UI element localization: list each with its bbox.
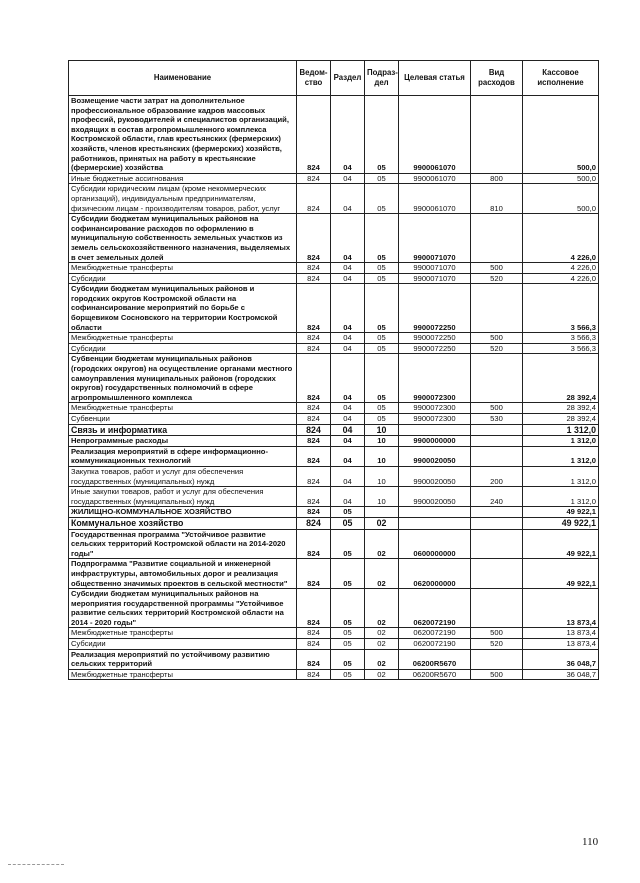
cell-vedom: 824: [297, 96, 331, 174]
cell-vid: [471, 559, 523, 589]
cell-vedom: 824: [297, 446, 331, 466]
cell-vedom: 824: [297, 649, 331, 669]
cell-vedom: 824: [297, 173, 331, 184]
header-kass: Кассовое исполнение: [523, 61, 599, 96]
cell-name: Государственная программа "Устойчивое развитие сельских территорий Костромской области на 2014-2020 годы": [69, 529, 297, 559]
cell-vedom: 824: [297, 263, 331, 274]
header-cel: Целевая статья: [399, 61, 471, 96]
cell-podrazdel: 02: [365, 589, 399, 628]
cell-podrazdel: [365, 507, 399, 518]
cell-razdel: 04: [331, 263, 365, 274]
cell-vid: 500: [471, 669, 523, 680]
cell-podrazdel: 05: [365, 333, 399, 344]
cell-razdel: 04: [331, 173, 365, 184]
cell-name: Иные закупки товаров, работ и услуг для обеспечения государственных (муниципальных) нужд: [69, 487, 297, 507]
cell-cel: 06200R5670: [399, 649, 471, 669]
cell-vid: 520: [471, 273, 523, 284]
cell-name: Подпрограмма "Развитие социальной и инженерной инфраструктуры, автомобильных дорог и реализация общественно значимых проектов в сельской местности": [69, 559, 297, 589]
cell-vid: 500: [471, 333, 523, 344]
cell-razdel: 04: [331, 466, 365, 486]
cell-name: Субвенции: [69, 414, 297, 425]
cell-cel: 9900072300: [399, 354, 471, 403]
cell-podrazdel: 02: [365, 628, 399, 639]
header-podrazdel: Подраз-дел: [365, 61, 399, 96]
cell-podrazdel: 10: [365, 424, 399, 436]
cell-podrazdel: 05: [365, 354, 399, 403]
cell-vid: 200: [471, 466, 523, 486]
cell-kass: 500,0: [523, 96, 599, 174]
header-razdel: Раздел: [331, 61, 365, 96]
header-name: Наименование: [69, 61, 297, 96]
cell-vedom: 824: [297, 184, 331, 214]
cell-vid: 520: [471, 639, 523, 650]
cell-razdel: 04: [331, 487, 365, 507]
cell-vid: 500: [471, 628, 523, 639]
cell-kass: 500,0: [523, 184, 599, 214]
cell-name: Межбюджетные трансферты: [69, 403, 297, 414]
table-row: [69, 173, 599, 184]
cell-kass: 1 312,0: [523, 424, 599, 436]
cell-vid: [471, 284, 523, 333]
cell-podrazdel: 02: [365, 517, 399, 529]
cell-vedom: 824: [297, 466, 331, 486]
cell-podrazdel: 02: [365, 639, 399, 650]
table-row: [69, 354, 599, 403]
cell-vid: [471, 517, 523, 529]
table-row: [69, 273, 599, 284]
cell-podrazdel: 05: [365, 263, 399, 274]
cell-vedom: 824: [297, 507, 331, 518]
cell-podrazdel: 05: [365, 414, 399, 425]
cell-vedom: 824: [297, 436, 331, 447]
cell-razdel: 05: [331, 507, 365, 518]
cell-vedom: 824: [297, 639, 331, 650]
cell-razdel: 04: [331, 273, 365, 284]
cell-cel: 9900072300: [399, 403, 471, 414]
cell-vedom: 824: [297, 628, 331, 639]
cell-cel: [399, 424, 471, 436]
table-row: [69, 343, 599, 354]
cell-razdel: 05: [331, 559, 365, 589]
table-header-row: [69, 61, 599, 96]
cell-razdel: 05: [331, 628, 365, 639]
cell-name: Субсидии бюджетам муниципальных районов на софинансирование расходов по оформлению в муниципальную собственность земельных участков из земель сельскохозяйственного назначения, выделяемых в счет земельных долей: [69, 214, 297, 263]
cell-podrazdel: 05: [365, 184, 399, 214]
cell-vid: 800: [471, 173, 523, 184]
cell-cel: 9900000000: [399, 436, 471, 447]
cell-razdel: 04: [331, 214, 365, 263]
table-row: [69, 284, 599, 333]
cell-name: Субсидии бюджетам муниципальных районов и городских округов Костромской области на софинансирование мероприятий по борьбе с борщевиком Сосновского на территории Костромской области: [69, 284, 297, 333]
cell-name: Реализация мероприятий в сфере информационно-коммуникационных технологий: [69, 446, 297, 466]
cell-podrazdel: 02: [365, 529, 399, 559]
cell-cel: 9900072250: [399, 343, 471, 354]
cell-vid: [471, 354, 523, 403]
cell-razdel: 05: [331, 529, 365, 559]
cell-name: Субсидии: [69, 343, 297, 354]
cell-cel: 9900061070: [399, 184, 471, 214]
cell-cel: 0620072190: [399, 589, 471, 628]
table-row: [69, 436, 599, 447]
cell-vid: [471, 436, 523, 447]
table-row: [69, 466, 599, 486]
cell-kass: 28 392,4: [523, 414, 599, 425]
cell-cel: 9900071070: [399, 273, 471, 284]
cell-razdel: 04: [331, 333, 365, 344]
cell-kass: 1 312,0: [523, 487, 599, 507]
cell-kass: 1 312,0: [523, 436, 599, 447]
cell-podrazdel: 05: [365, 284, 399, 333]
table-row: [69, 559, 599, 589]
cell-vid: [471, 507, 523, 518]
budget-table: [68, 60, 599, 680]
cell-kass: 49 922,1: [523, 507, 599, 518]
cell-razdel: 04: [331, 446, 365, 466]
cell-kass: 28 392,4: [523, 403, 599, 414]
cell-razdel: 04: [331, 343, 365, 354]
cell-podrazdel: 05: [365, 343, 399, 354]
cell-razdel: 04: [331, 284, 365, 333]
cell-razdel: 04: [331, 184, 365, 214]
cell-cel: [399, 517, 471, 529]
table-row: [69, 639, 599, 650]
cell-cel: 0620072190: [399, 639, 471, 650]
cell-cel: 0620072190: [399, 628, 471, 639]
cell-vid: [471, 649, 523, 669]
cell-kass: 3 566,3: [523, 343, 599, 354]
table-row: [69, 649, 599, 669]
cell-name: Межбюджетные трансферты: [69, 669, 297, 680]
cell-cel: [399, 507, 471, 518]
cell-name: Субсидии бюджетам муниципальных районов на мероприятия государственной программы "Устойчивое развитие сельских территорий Костромской области на 2014 - 2020 годы": [69, 589, 297, 628]
cell-vid: [471, 214, 523, 263]
cell-vid: 240: [471, 487, 523, 507]
cell-name: Реализация мероприятий по устойчивому развитию сельских территорий: [69, 649, 297, 669]
cell-vedom: 824: [297, 214, 331, 263]
cell-cel: 06200R5670: [399, 669, 471, 680]
cell-razdel: 05: [331, 589, 365, 628]
cell-vid: 810: [471, 184, 523, 214]
cell-name: Субвенции бюджетам муниципальных районов (городских округов) на осуществление органами местного самоуправления муниципальных районов (городских округов) государственных полномочий в сфере агропромышленного комплекса: [69, 354, 297, 403]
cell-razdel: 04: [331, 424, 365, 436]
cell-vid: 530: [471, 414, 523, 425]
cell-kass: 13 873,4: [523, 589, 599, 628]
table-row: [69, 487, 599, 507]
table-row: [69, 669, 599, 680]
cell-cel: 9900072250: [399, 333, 471, 344]
cell-vid: [471, 446, 523, 466]
cell-vedom: 824: [297, 669, 331, 680]
cell-cel: 9900020050: [399, 466, 471, 486]
cell-kass: 1 312,0: [523, 446, 599, 466]
cell-kass: 4 226,0: [523, 263, 599, 274]
table-row: [69, 403, 599, 414]
cell-kass: 3 566,3: [523, 333, 599, 344]
cell-vedom: 824: [297, 424, 331, 436]
cell-name: Субсидии: [69, 639, 297, 650]
header-vedom: Ведом-ство: [297, 61, 331, 96]
cell-vedom: 824: [297, 354, 331, 403]
cell-vedom: 824: [297, 273, 331, 284]
cell-vedom: 824: [297, 529, 331, 559]
cell-vedom: 824: [297, 403, 331, 414]
cell-cel: 9900020050: [399, 487, 471, 507]
cell-kass: 13 873,4: [523, 628, 599, 639]
cell-cel: 0620000000: [399, 559, 471, 589]
cell-vedom: 824: [297, 559, 331, 589]
cell-vid: [471, 96, 523, 174]
cell-name: Закупка товаров, работ и услуг для обеспечения государственных (муниципальных) нужд: [69, 466, 297, 486]
page-number: 110: [582, 836, 599, 848]
cell-podrazdel: 10: [365, 466, 399, 486]
cell-razdel: 05: [331, 649, 365, 669]
cell-name: Иные бюджетные ассигнования: [69, 173, 297, 184]
cell-vedom: 824: [297, 343, 331, 354]
cell-cel: 9900071070: [399, 214, 471, 263]
cell-cel: 9900072300: [399, 414, 471, 425]
cell-razdel: 05: [331, 517, 365, 529]
table-row: [69, 333, 599, 344]
table-row: [69, 446, 599, 466]
cell-kass: 3 566,3: [523, 284, 599, 333]
cell-kass: 13 873,4: [523, 639, 599, 650]
cell-cel: 9900072250: [399, 284, 471, 333]
table-row: [69, 589, 599, 628]
cell-kass: 1 312,0: [523, 466, 599, 486]
cell-kass: 36 048,7: [523, 649, 599, 669]
cell-razdel: 04: [331, 354, 365, 403]
cell-vedom: 824: [297, 284, 331, 333]
table-row: [69, 184, 599, 214]
cell-kass: 49 922,1: [523, 529, 599, 559]
cell-vid: [471, 589, 523, 628]
cell-kass: 49 922,1: [523, 559, 599, 589]
footer-divider: [8, 864, 64, 865]
cell-vid: 500: [471, 263, 523, 274]
cell-name: Связь и информатика: [69, 424, 297, 436]
cell-razdel: 04: [331, 403, 365, 414]
cell-name: ЖИЛИЩНО-КОММУНАЛЬНОЕ ХОЗЯЙСТВО: [69, 507, 297, 518]
cell-name: Коммунальное хозяйство: [69, 517, 297, 529]
cell-vid: 520: [471, 343, 523, 354]
table-row: [69, 96, 599, 174]
cell-cel: 0600000000: [399, 529, 471, 559]
table-row: [69, 517, 599, 529]
cell-razdel: 04: [331, 414, 365, 425]
cell-kass: 36 048,7: [523, 669, 599, 680]
table-row: [69, 529, 599, 559]
cell-kass: 500,0: [523, 173, 599, 184]
cell-vedom: 824: [297, 517, 331, 529]
cell-podrazdel: 10: [365, 487, 399, 507]
cell-name: Межбюджетные трансферты: [69, 263, 297, 274]
cell-podrazdel: 05: [365, 173, 399, 184]
cell-name: Субсидии: [69, 273, 297, 284]
cell-cel: 9900020050: [399, 446, 471, 466]
cell-razdel: 05: [331, 639, 365, 650]
cell-name: Непрограммные расходы: [69, 436, 297, 447]
cell-cel: 9900071070: [399, 263, 471, 274]
cell-name: Возмещение части затрат на дополнительное профессиональное образование кадров массовых профессий, руководителей и специалистов организаций, входящих в состав агропромышленного комплекса Костромской области, глав крестьянских (фермерских) хозяйств, членов крестьянских (фермерских) хозяйств, работников, принятых на работу в крестьянские (фермерские) хозяйства: [69, 96, 297, 174]
table-row: [69, 263, 599, 274]
cell-kass: 4 226,0: [523, 214, 599, 263]
cell-razdel: 05: [331, 669, 365, 680]
cell-vedom: 824: [297, 414, 331, 425]
cell-podrazdel: 02: [365, 669, 399, 680]
cell-name: Межбюджетные трансферты: [69, 333, 297, 344]
cell-kass: 4 226,0: [523, 273, 599, 284]
cell-name: Субсидии юридическим лицам (кроме некоммерческих организаций), индивидуальным предпринимателям, физическим лицам - производителям товаров, работ, услуг: [69, 184, 297, 214]
cell-cel: 9900061070: [399, 173, 471, 184]
cell-podrazdel: 10: [365, 436, 399, 447]
cell-vid: 500: [471, 403, 523, 414]
cell-vid: [471, 424, 523, 436]
cell-name: Межбюджетные трансферты: [69, 628, 297, 639]
cell-kass: 28 392,4: [523, 354, 599, 403]
table-row: [69, 628, 599, 639]
cell-podrazdel: 05: [365, 96, 399, 174]
cell-podrazdel: 02: [365, 649, 399, 669]
cell-podrazdel: 05: [365, 214, 399, 263]
cell-vedom: 824: [297, 589, 331, 628]
cell-kass: 49 922,1: [523, 517, 599, 529]
table-row: [69, 214, 599, 263]
cell-podrazdel: 05: [365, 403, 399, 414]
cell-podrazdel: 05: [365, 273, 399, 284]
table-row: [69, 414, 599, 425]
cell-vedom: 824: [297, 333, 331, 344]
cell-razdel: 04: [331, 436, 365, 447]
cell-cel: 9900061070: [399, 96, 471, 174]
table-row: [69, 507, 599, 518]
cell-vedom: 824: [297, 487, 331, 507]
cell-podrazdel: 02: [365, 559, 399, 589]
cell-podrazdel: 10: [365, 446, 399, 466]
table-row: [69, 424, 599, 436]
cell-vid: [471, 529, 523, 559]
header-vid: Вид расходов: [471, 61, 523, 96]
cell-razdel: 04: [331, 96, 365, 174]
